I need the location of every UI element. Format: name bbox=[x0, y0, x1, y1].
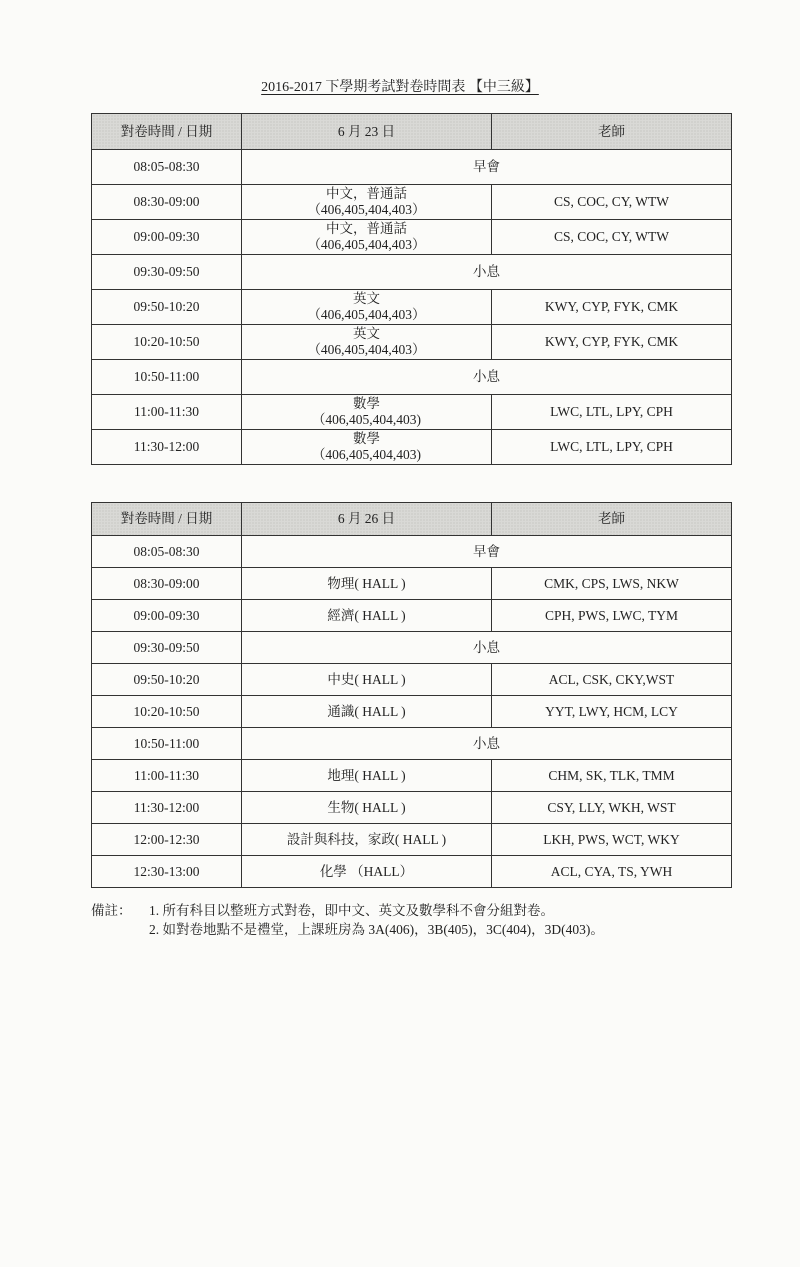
subject-cell bbox=[242, 220, 492, 255]
teachers-cell: LWC, LTL, LPY, CPH bbox=[492, 395, 732, 430]
subject-rooms: （406,405,404,403） bbox=[307, 307, 426, 322]
subject-cell bbox=[242, 696, 492, 728]
subject-name: 中文，普通話 bbox=[326, 221, 407, 236]
notes-label: 備註： bbox=[91, 903, 132, 918]
time-cell: 10:20-10:50 bbox=[92, 325, 242, 360]
schedule-table-june-26 bbox=[91, 502, 732, 888]
time-cell: 08:30-09:00 bbox=[92, 568, 242, 600]
break-cell: 早會 bbox=[242, 150, 732, 185]
subject-cell bbox=[242, 430, 492, 465]
subject-cell bbox=[242, 325, 492, 360]
subject-name: 通識( HALL ) bbox=[327, 703, 406, 719]
subject-name: 英文 bbox=[353, 291, 380, 306]
subject-rooms: （406,405,404,403) bbox=[311, 447, 422, 462]
subject-cell bbox=[242, 395, 492, 430]
break-cell: 小息 bbox=[242, 255, 732, 290]
subject-rooms: （406,405,404,403） bbox=[307, 237, 426, 252]
table-row bbox=[92, 325, 732, 360]
note-item: 2. 如對卷地點不是禮堂，上課班房為 3A(406)，3B(405)，3C(404)，3D(403)。 bbox=[149, 922, 604, 937]
table-row bbox=[92, 664, 732, 696]
table-row bbox=[92, 290, 732, 325]
subject-name: 中史( HALL ) bbox=[327, 671, 406, 687]
teachers-cell: LKH, PWS, WCT, WKY bbox=[492, 824, 732, 856]
table-row bbox=[92, 255, 732, 290]
subject-cell bbox=[242, 856, 492, 888]
teachers-cell: CPH, PWS, LWC, TYM bbox=[492, 600, 732, 632]
header-time-date: 對卷時間 / 日期 bbox=[92, 503, 242, 536]
table-row bbox=[92, 536, 732, 568]
table-row bbox=[92, 185, 732, 220]
table-row bbox=[92, 568, 732, 600]
subject-cell bbox=[242, 568, 492, 600]
teachers-cell: ACL, CYA, TS, YWH bbox=[492, 856, 732, 888]
header-teachers: 老師 bbox=[492, 114, 732, 150]
subject-rooms: （406,405,404,403） bbox=[307, 342, 426, 357]
subject-rooms: （406,405,404,403) bbox=[311, 412, 422, 427]
table-row bbox=[92, 360, 732, 395]
teachers-cell: YYT, LWY, HCM, LCY bbox=[492, 696, 732, 728]
subject-cell bbox=[242, 760, 492, 792]
header-date: 6 月 23 日 bbox=[242, 114, 492, 150]
time-cell: 11:30-12:00 bbox=[92, 792, 242, 824]
teachers-cell: CS, COC, CY, WTW bbox=[492, 185, 732, 220]
time-cell: 11:00-11:30 bbox=[92, 395, 242, 430]
table-row bbox=[92, 696, 732, 728]
schedule-table-june-23 bbox=[91, 113, 732, 465]
header-time-date: 對卷時間 / 日期 bbox=[92, 114, 242, 150]
subject-name: 物理( HALL ) bbox=[327, 575, 406, 591]
break-cell: 早會 bbox=[242, 536, 732, 568]
subject-name: 英文 bbox=[353, 326, 380, 341]
break-cell: 小息 bbox=[242, 360, 732, 395]
break-cell: 小息 bbox=[242, 728, 732, 760]
table-row bbox=[92, 632, 732, 664]
table-row bbox=[92, 395, 732, 430]
teachers-cell: CMK, CPS, LWS, NKW bbox=[492, 568, 732, 600]
table-row bbox=[92, 430, 732, 465]
teachers-cell: CS, COC, CY, WTW bbox=[492, 220, 732, 255]
teachers-cell: CHM, SK, TLK, TMM bbox=[492, 760, 732, 792]
time-cell: 09:00-09:30 bbox=[92, 220, 242, 255]
table-row bbox=[92, 856, 732, 888]
subject-name: 地理( HALL ) bbox=[327, 767, 406, 783]
subject-cell bbox=[242, 185, 492, 220]
table-row bbox=[92, 150, 732, 185]
time-cell: 08:05-08:30 bbox=[92, 150, 242, 185]
subject-rooms: （406,405,404,403） bbox=[307, 202, 426, 217]
subject-cell bbox=[242, 290, 492, 325]
time-cell: 08:05-08:30 bbox=[92, 536, 242, 568]
subject-name: 中文，普通話 bbox=[326, 186, 407, 201]
teachers-cell: KWY, CYP, FYK, CMK bbox=[492, 290, 732, 325]
teachers-cell: ACL, CSK, CKY,WST bbox=[492, 664, 732, 696]
subject-name: 化學 （HALL） bbox=[319, 863, 414, 879]
time-cell: 09:50-10:20 bbox=[92, 290, 242, 325]
table-header-row bbox=[92, 114, 732, 150]
time-cell: 11:00-11:30 bbox=[92, 760, 242, 792]
subject-cell bbox=[242, 824, 492, 856]
subject-cell bbox=[242, 600, 492, 632]
subject-cell bbox=[242, 664, 492, 696]
table-row bbox=[92, 792, 732, 824]
subject-name: 設計與科技，家政( HALL ) bbox=[286, 831, 447, 847]
table-row bbox=[92, 728, 732, 760]
table-row bbox=[92, 760, 732, 792]
time-cell: 09:50-10:20 bbox=[92, 664, 242, 696]
subject-name: 數學 bbox=[353, 431, 380, 446]
time-cell: 10:50-11:00 bbox=[92, 360, 242, 395]
subject-name: 經濟( HALL ) bbox=[327, 607, 406, 623]
subject-name: 生物( HALL ) bbox=[327, 799, 406, 815]
table-row bbox=[92, 824, 732, 856]
time-cell: 12:30-13:00 bbox=[92, 856, 242, 888]
time-cell: 09:30-09:50 bbox=[92, 632, 242, 664]
teachers-cell: CSY, LLY, WKH, WST bbox=[492, 792, 732, 824]
time-cell: 11:30-12:00 bbox=[92, 430, 242, 465]
header-teachers: 老師 bbox=[492, 503, 732, 536]
subject-name: 數學 bbox=[353, 396, 380, 411]
time-cell: 09:30-09:50 bbox=[92, 255, 242, 290]
table-header-row bbox=[92, 503, 732, 536]
teachers-cell: LWC, LTL, LPY, CPH bbox=[492, 430, 732, 465]
subject-cell bbox=[242, 792, 492, 824]
time-cell: 12:00-12:30 bbox=[92, 824, 242, 856]
teachers-cell: KWY, CYP, FYK, CMK bbox=[492, 325, 732, 360]
time-cell: 09:00-09:30 bbox=[92, 600, 242, 632]
table-row bbox=[92, 600, 732, 632]
page-title: 2016-2017 下學期考試對卷時間表 【中三級】 bbox=[261, 80, 539, 95]
header-date: 6 月 26 日 bbox=[242, 503, 492, 536]
break-cell: 小息 bbox=[242, 632, 732, 664]
time-cell: 08:30-09:00 bbox=[92, 185, 242, 220]
note-item: 1. 所有科目以整班方式對卷，即中文、英文及數學科不會分組對卷。 bbox=[149, 903, 554, 918]
time-cell: 10:20-10:50 bbox=[92, 696, 242, 728]
table-row bbox=[92, 220, 732, 255]
time-cell: 10:50-11:00 bbox=[92, 728, 242, 760]
